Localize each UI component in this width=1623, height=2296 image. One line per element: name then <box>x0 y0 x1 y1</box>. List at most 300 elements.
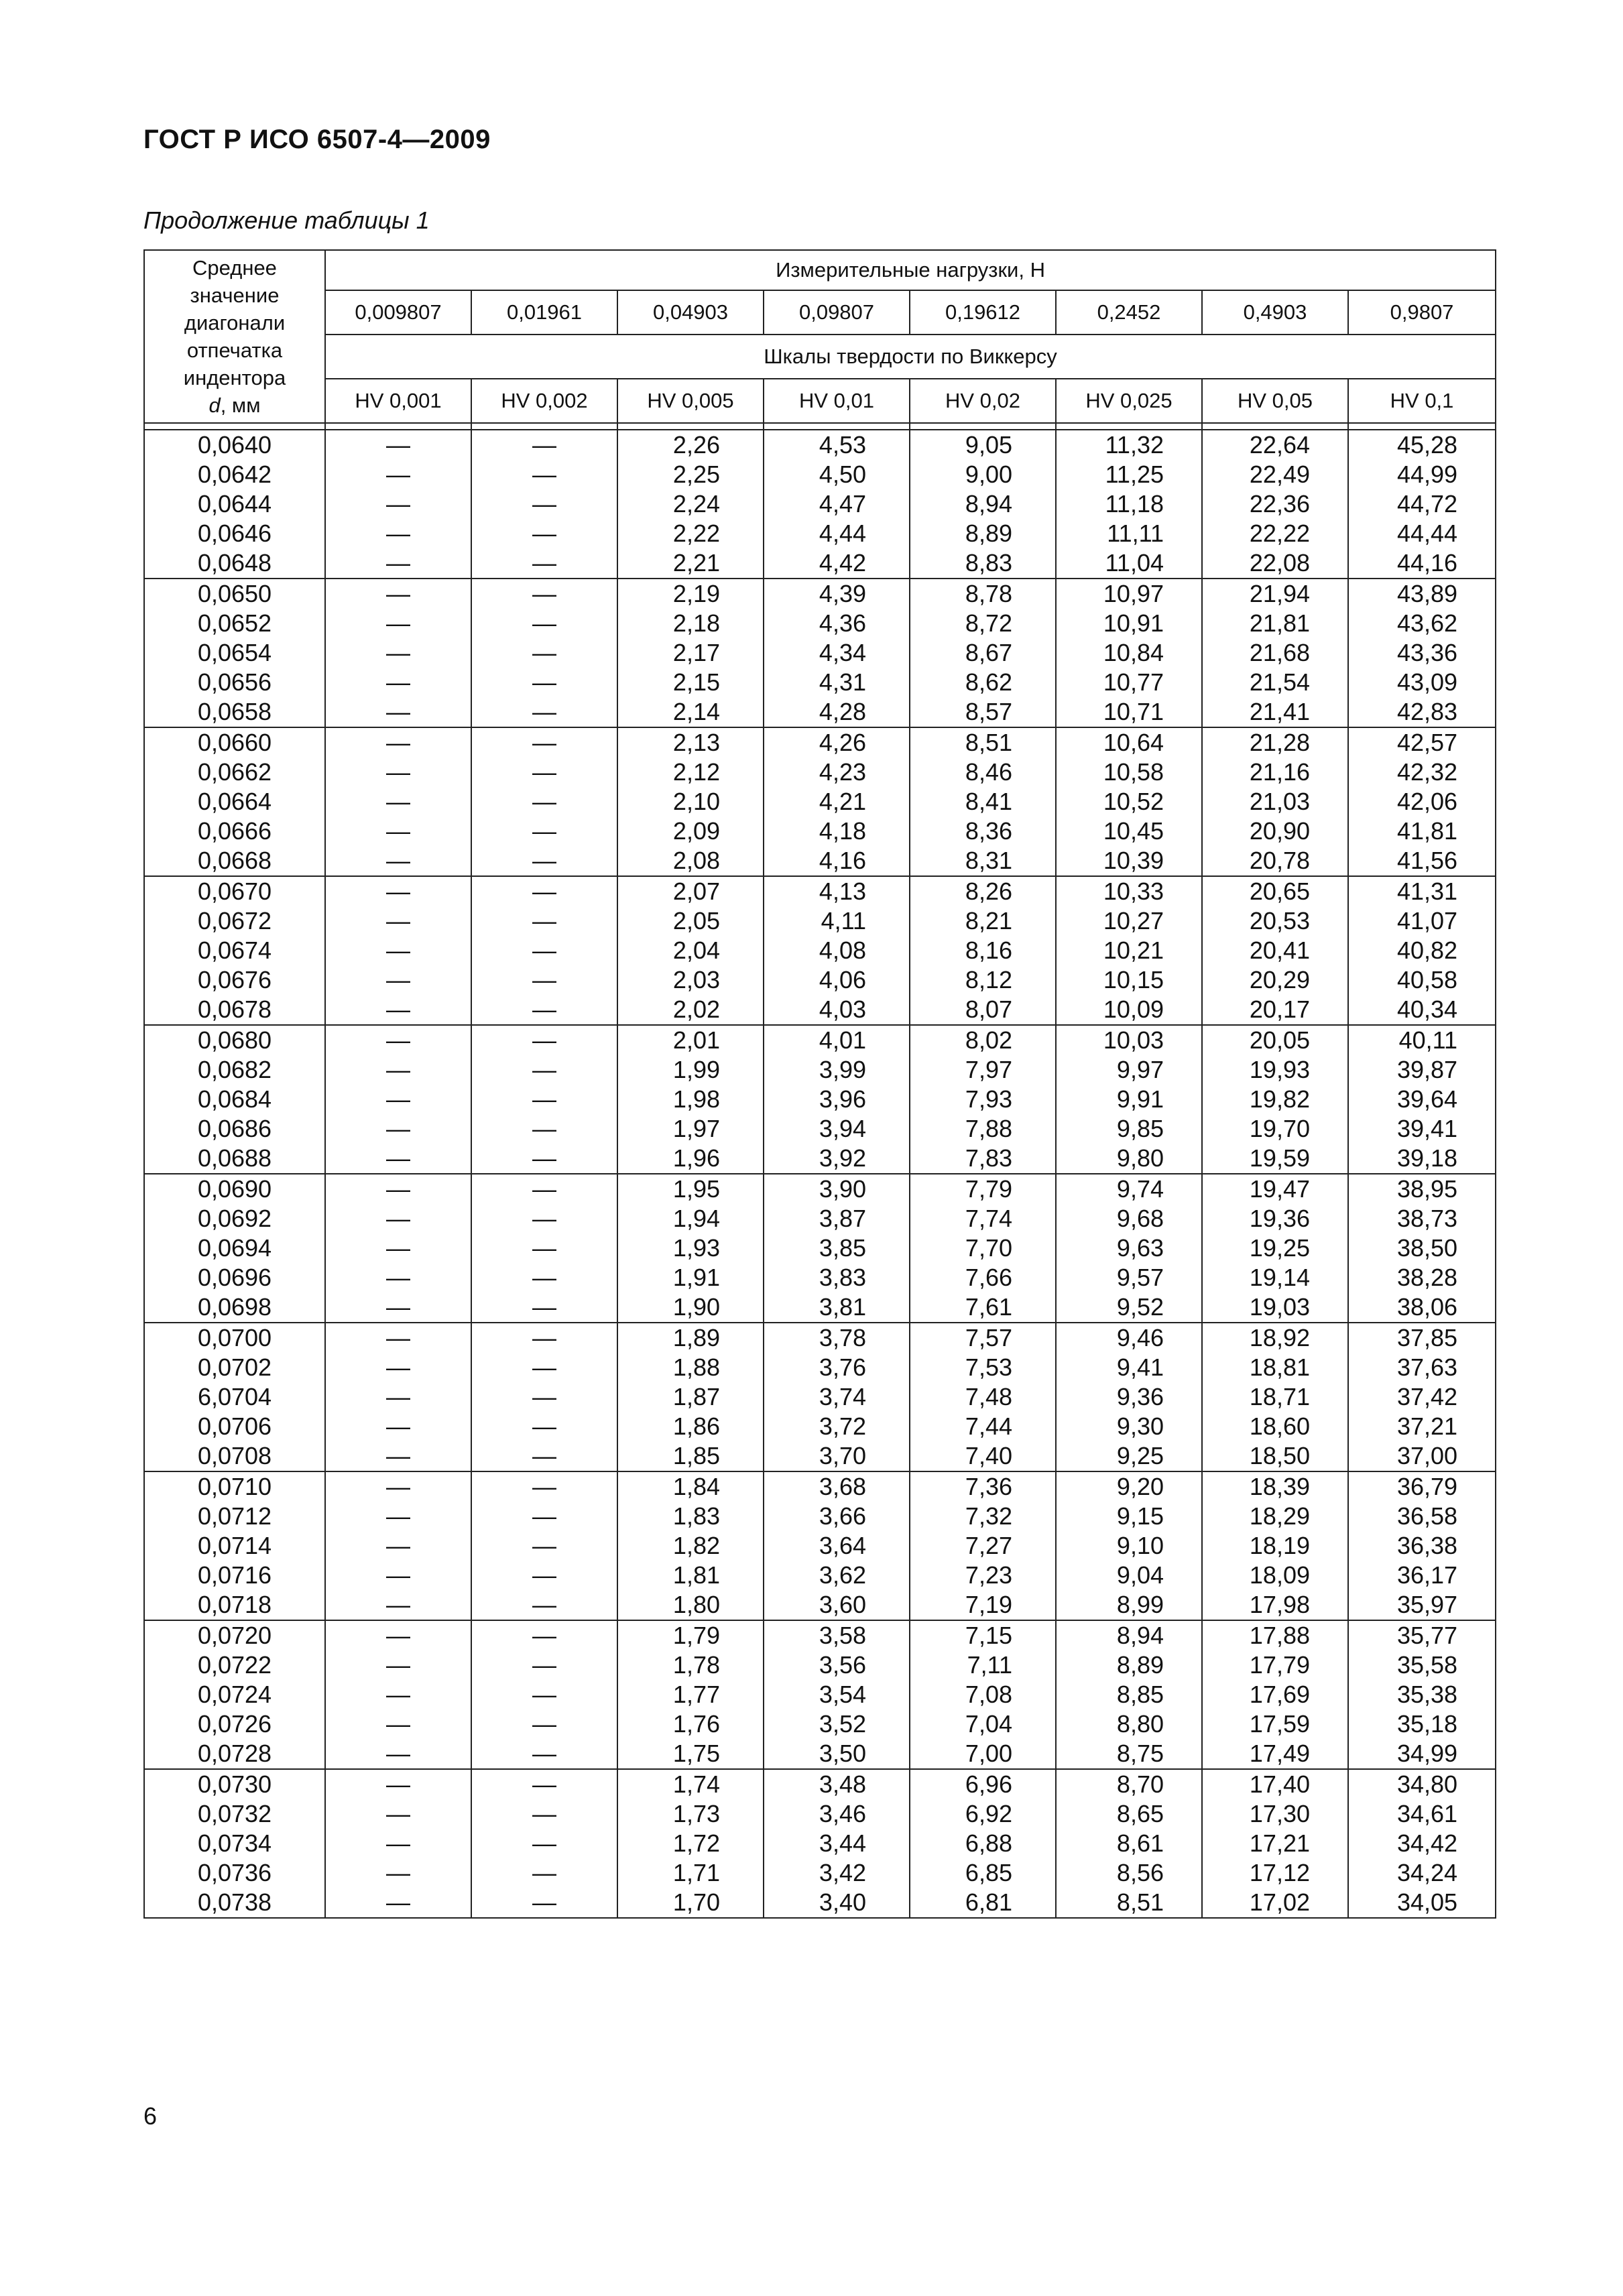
cell-value: 4,21 <box>819 788 866 815</box>
cell-value: 20,78 <box>1249 847 1310 874</box>
cell-value: 36,79 <box>1396 1473 1458 1500</box>
cell-value: 3,74 <box>819 1383 866 1410</box>
cell-value: — <box>532 1561 556 1589</box>
cell-value: 4,28 <box>819 698 866 725</box>
table-row-group <box>144 1323 1496 1471</box>
cell-value: — <box>532 1324 556 1351</box>
cell-value: 3,58 <box>819 1622 866 1649</box>
cell-value: 8,67 <box>965 639 1012 666</box>
cell-value: 0,0696 <box>197 1264 272 1291</box>
cell-value: 3,87 <box>819 1205 866 1232</box>
cell-value: — <box>386 1532 410 1559</box>
cell-value: 9,57 <box>1116 1264 1164 1291</box>
cell-value: 20,17 <box>1249 995 1310 1023</box>
cell-value: — <box>386 966 410 993</box>
cell-value: 4,13 <box>819 878 866 905</box>
table-cell <box>1348 1620 1496 1769</box>
cell-value: 21,68 <box>1249 639 1310 666</box>
cell-value: — <box>532 1264 556 1291</box>
table-cell <box>1348 1323 1496 1471</box>
table-row-group <box>144 430 1496 579</box>
cell-value: 7,88 <box>965 1115 1012 1142</box>
cell-value: 3,60 <box>819 1591 866 1618</box>
table-row-group <box>144 727 1496 876</box>
diagonal-header-line: значение <box>190 284 280 307</box>
scales-row <box>144 379 1496 423</box>
diagonal-header <box>144 250 325 423</box>
cell-value: — <box>532 1502 556 1530</box>
table-cell <box>1056 579 1202 727</box>
table-row-group <box>144 1471 1496 1620</box>
cell-value: 8,78 <box>965 580 1012 607</box>
cell-value: 3,90 <box>819 1175 866 1203</box>
cell-value: 0,0720 <box>197 1622 272 1649</box>
table-cell <box>910 1471 1056 1620</box>
cell-value: 1,73 <box>672 1800 720 1827</box>
cell-value: 0,0718 <box>197 1591 272 1618</box>
table-cell <box>144 579 325 727</box>
cell-value: 8,62 <box>965 668 1012 696</box>
cell-value: — <box>386 1473 410 1500</box>
cell-value: 44,99 <box>1396 461 1458 488</box>
cell-value: 10,21 <box>1103 936 1164 964</box>
table-cell <box>144 1620 325 1769</box>
cell-value: 22,64 <box>1249 431 1310 459</box>
cell-value: 10,39 <box>1103 847 1164 874</box>
cell-value: 11,11 <box>1107 520 1164 547</box>
scale-header-cell: HV 0,002 <box>471 379 617 423</box>
cell-value: — <box>532 1622 556 1649</box>
cell-value: 17,30 <box>1249 1800 1310 1827</box>
table-cell <box>617 1769 764 1918</box>
cell-value: 0,0646 <box>197 520 272 547</box>
table-cell <box>471 1620 617 1769</box>
table-cell <box>1202 1620 1348 1769</box>
hardness-table <box>143 249 1496 1919</box>
cell-value: 8,61 <box>1116 1829 1164 1857</box>
cell-value: 35,77 <box>1396 1622 1458 1649</box>
cell-value: 2,22 <box>672 520 720 547</box>
cell-value: 8,65 <box>1116 1800 1164 1827</box>
table-cell <box>325 1174 471 1323</box>
load-header-cell: 0,09807 <box>764 290 910 335</box>
cell-value: 1,72 <box>672 1829 720 1857</box>
cell-value: 7,61 <box>965 1293 1012 1321</box>
cell-value: 4,36 <box>819 609 866 637</box>
table-cell <box>910 1025 1056 1174</box>
table-cell <box>1348 1174 1496 1323</box>
table-cell <box>617 430 764 579</box>
cell-value: — <box>386 758 410 786</box>
table-cell <box>764 1323 910 1471</box>
cell-value: 19,59 <box>1249 1144 1310 1172</box>
cell-value: 39,41 <box>1396 1115 1458 1142</box>
table-cell <box>617 1620 764 1769</box>
cell-value: 8,94 <box>1116 1622 1164 1649</box>
cell-value: — <box>386 1324 410 1351</box>
cell-value: 7,97 <box>965 1056 1012 1083</box>
cell-value: — <box>386 1293 410 1321</box>
table-cell <box>325 1769 471 1918</box>
cell-value: 17,02 <box>1249 1888 1310 1916</box>
table-cell <box>1056 1174 1202 1323</box>
cell-value: 19,70 <box>1249 1115 1310 1142</box>
cell-value: 1,71 <box>672 1859 720 1886</box>
cell-value: 0,0714 <box>197 1532 272 1559</box>
load-header-cell: 0,04903 <box>617 290 764 335</box>
cell-value: 0,0726 <box>197 1710 272 1738</box>
cell-value: 42,57 <box>1396 729 1458 756</box>
cell-value: 10,97 <box>1103 580 1164 607</box>
cell-value: 7,27 <box>965 1532 1012 1559</box>
table-cell <box>764 1769 910 1918</box>
cell-value: 1,98 <box>672 1085 720 1113</box>
table-cell <box>144 1769 325 1918</box>
cell-value: — <box>532 698 556 725</box>
cell-value: — <box>386 1622 410 1649</box>
cell-value: 7,70 <box>965 1234 1012 1262</box>
cell-value: — <box>532 1234 556 1262</box>
cell-value: 1,81 <box>672 1561 720 1589</box>
cell-value: 20,53 <box>1249 907 1310 934</box>
cell-value: — <box>532 907 556 934</box>
cell-value: — <box>386 461 410 488</box>
cell-value: 0,0694 <box>197 1234 272 1262</box>
load-header-cell: 0,9807 <box>1348 290 1496 335</box>
table-cell <box>471 1471 617 1620</box>
table-cell <box>144 1471 325 1620</box>
cell-value: — <box>532 1859 556 1886</box>
cell-value: 1,79 <box>672 1622 720 1649</box>
cell-value: — <box>386 1651 410 1679</box>
cell-value: 4,26 <box>819 729 866 756</box>
table-cell <box>1202 876 1348 1025</box>
cell-value: 19,47 <box>1249 1175 1310 1203</box>
scale-header-cell: HV 0,05 <box>1202 379 1348 423</box>
cell-value: — <box>532 668 556 696</box>
cell-value: 3,40 <box>819 1888 866 1916</box>
table-cell <box>471 579 617 727</box>
cell-value: 3,46 <box>819 1800 866 1827</box>
cell-value: — <box>386 1353 410 1381</box>
cell-value: 43,62 <box>1396 609 1458 637</box>
scales-header: Шкалы твердости по Виккерсу <box>325 335 1496 379</box>
cell-value: 10,77 <box>1103 668 1164 696</box>
cell-value: 17,59 <box>1249 1710 1310 1738</box>
cell-value: — <box>532 1293 556 1321</box>
table-cell <box>471 1174 617 1323</box>
cell-value: 4,18 <box>819 817 866 845</box>
cell-value: 2,13 <box>672 729 720 756</box>
cell-value: — <box>532 1800 556 1827</box>
cell-value: 9,05 <box>965 431 1012 459</box>
cell-value: 0,0700 <box>197 1324 272 1351</box>
cell-value: 0,0668 <box>197 847 272 874</box>
cell-value: 19,93 <box>1249 1056 1310 1083</box>
diagonal-header-line: d, мм <box>208 394 261 417</box>
cell-value: 22,08 <box>1249 549 1310 577</box>
cell-value: 36,38 <box>1396 1532 1458 1559</box>
table-cell <box>617 579 764 727</box>
table-cell <box>325 727 471 876</box>
table-cell <box>1348 1471 1496 1620</box>
cell-value: 1,77 <box>672 1681 720 1708</box>
cell-value: 2,15 <box>672 668 720 696</box>
cell-value: 0,0644 <box>197 490 272 518</box>
table-cell <box>325 579 471 727</box>
cell-value: 4,47 <box>819 490 866 518</box>
cell-value: 9,20 <box>1116 1473 1164 1500</box>
cell-value: 41,31 <box>1396 878 1458 905</box>
table-cell <box>617 876 764 1025</box>
table-cell <box>1348 876 1496 1025</box>
cell-value: 9,04 <box>1116 1561 1164 1589</box>
cell-value: 9,52 <box>1116 1293 1164 1321</box>
cell-value: 0,0708 <box>197 1442 272 1469</box>
cell-value: 20,29 <box>1249 966 1310 993</box>
cell-value: 4,53 <box>819 431 866 459</box>
cell-value: 18,29 <box>1249 1502 1310 1530</box>
cell-value: 8,26 <box>965 878 1012 905</box>
table-row-group <box>144 1620 1496 1769</box>
cell-value: 7,23 <box>965 1561 1012 1589</box>
cell-value: 9,74 <box>1116 1175 1164 1203</box>
cell-value: 4,06 <box>819 966 866 993</box>
cell-value: 1,95 <box>672 1175 720 1203</box>
table-cell <box>910 1174 1056 1323</box>
diagonal-header-line: Среднее <box>192 256 277 280</box>
cell-value: 0,0678 <box>197 995 272 1023</box>
cell-value: 0,0664 <box>197 788 272 815</box>
cell-value: 1,87 <box>672 1383 720 1410</box>
cell-value: — <box>532 1591 556 1618</box>
cell-value: — <box>532 461 556 488</box>
table-cell <box>325 430 471 579</box>
cell-value: 3,72 <box>819 1412 866 1440</box>
cell-value: 40,34 <box>1396 995 1458 1023</box>
cell-value: 35,18 <box>1396 1710 1458 1738</box>
cell-value: — <box>532 1383 556 1410</box>
table-cell <box>144 727 325 876</box>
cell-value: 2,02 <box>672 995 720 1023</box>
cell-value: 35,97 <box>1396 1591 1458 1618</box>
table-cell <box>764 1471 910 1620</box>
cell-value: 9,97 <box>1116 1056 1164 1083</box>
cell-value: 9,15 <box>1116 1502 1164 1530</box>
cell-value: — <box>386 1800 410 1827</box>
cell-value: 18,50 <box>1249 1442 1310 1469</box>
cell-value: 0,0732 <box>197 1800 272 1827</box>
diagonal-header-line: индентора <box>183 366 286 389</box>
cell-value: 35,58 <box>1396 1651 1458 1679</box>
cell-value: 0,0684 <box>197 1085 272 1113</box>
cell-value: — <box>386 995 410 1023</box>
table-cell <box>144 430 325 579</box>
cell-value: 3,85 <box>819 1234 866 1262</box>
cell-value: 10,84 <box>1103 639 1164 666</box>
table-cell <box>325 1620 471 1769</box>
cell-value: — <box>386 1740 410 1767</box>
cell-value: — <box>386 936 410 964</box>
cell-value: — <box>532 1026 556 1054</box>
cell-value: 0,0642 <box>197 461 272 488</box>
cell-value: 41,56 <box>1396 847 1458 874</box>
cell-value: 0,0706 <box>197 1412 272 1440</box>
cell-value: 0,0722 <box>197 1651 272 1679</box>
table-cell <box>910 876 1056 1025</box>
cell-value: 9,91 <box>1116 1085 1164 1113</box>
cell-value: 1,82 <box>672 1532 720 1559</box>
cell-value: 1,86 <box>672 1412 720 1440</box>
cell-value: 7,32 <box>965 1502 1012 1530</box>
cell-value: 1,76 <box>672 1710 720 1738</box>
cell-value: 0,0656 <box>197 668 272 696</box>
cell-value: 10,09 <box>1103 995 1164 1023</box>
cell-value: 17,49 <box>1249 1740 1310 1767</box>
cell-value: — <box>532 1710 556 1738</box>
cell-value: 4,03 <box>819 995 866 1023</box>
cell-value: 8,57 <box>965 698 1012 725</box>
cell-value: — <box>532 431 556 459</box>
cell-value: 0,0686 <box>197 1115 272 1142</box>
cell-value: 38,50 <box>1396 1234 1458 1262</box>
cell-value: 7,19 <box>965 1591 1012 1618</box>
cell-value: — <box>532 878 556 905</box>
cell-value: — <box>386 580 410 607</box>
cell-value: — <box>386 609 410 637</box>
cell-value: 0,0710 <box>197 1473 272 1500</box>
cell-value: 2,26 <box>672 431 720 459</box>
cell-value: 8,21 <box>965 907 1012 934</box>
cell-value: 4,23 <box>819 758 866 786</box>
cell-value: 18,39 <box>1249 1473 1310 1500</box>
cell-value: — <box>386 431 410 459</box>
cell-value: 8,51 <box>965 729 1012 756</box>
cell-value: 37,85 <box>1396 1324 1458 1351</box>
cell-value: — <box>386 549 410 577</box>
cell-value: 10,91 <box>1103 609 1164 637</box>
cell-value: 2,08 <box>672 847 720 874</box>
cell-value: 21,54 <box>1249 668 1310 696</box>
cell-value: 7,08 <box>965 1681 1012 1708</box>
cell-value: 2,04 <box>672 936 720 964</box>
table-cell <box>1202 1025 1348 1174</box>
cell-value: 18,92 <box>1249 1324 1310 1351</box>
cell-value: 6,81 <box>965 1888 1012 1916</box>
table-cell <box>1056 430 1202 579</box>
table-cell <box>910 1323 1056 1471</box>
load-header-cell: 0,009807 <box>325 290 471 335</box>
cell-value: 43,09 <box>1396 668 1458 696</box>
cell-value: 0,0692 <box>197 1205 272 1232</box>
cell-value: 0,0724 <box>197 1681 272 1708</box>
cell-value: 6,96 <box>965 1770 1012 1798</box>
cell-value: 0,0640 <box>197 431 272 459</box>
cell-value: 3,62 <box>819 1561 866 1589</box>
cell-value: 44,16 <box>1396 549 1458 577</box>
cell-value: — <box>532 1651 556 1679</box>
load-header-cell: 0,19612 <box>910 290 1056 335</box>
table-cell <box>617 1174 764 1323</box>
cell-value: — <box>532 1056 556 1083</box>
cell-value: — <box>386 1175 410 1203</box>
cell-value: — <box>386 1442 410 1469</box>
cell-value: 4,44 <box>819 520 866 547</box>
cell-value: 9,68 <box>1116 1205 1164 1232</box>
cell-value: 7,04 <box>965 1710 1012 1738</box>
cell-value: 19,36 <box>1249 1205 1310 1232</box>
cell-value: 8,41 <box>965 788 1012 815</box>
cell-value: — <box>532 520 556 547</box>
cell-value: 1,78 <box>672 1651 720 1679</box>
cell-value: — <box>386 1383 410 1410</box>
cell-value: 0,0654 <box>197 639 272 666</box>
cell-value: 44,72 <box>1396 490 1458 518</box>
table-cell <box>1202 1471 1348 1620</box>
cell-value: 1,74 <box>672 1770 720 1798</box>
table-cell <box>144 1025 325 1174</box>
cell-value: 3,92 <box>819 1144 866 1172</box>
cell-value: 17,88 <box>1249 1622 1310 1649</box>
table-cell <box>617 727 764 876</box>
table-cell <box>764 1174 910 1323</box>
cell-value: 38,06 <box>1396 1293 1458 1321</box>
cell-value: 8,07 <box>965 995 1012 1023</box>
cell-value: 0,0730 <box>197 1770 272 1798</box>
cell-value: 39,18 <box>1396 1144 1458 1172</box>
cell-value: — <box>386 490 410 518</box>
cell-value: 10,52 <box>1103 788 1164 815</box>
table-cell <box>325 1471 471 1620</box>
cell-value: 1,96 <box>672 1144 720 1172</box>
cell-value: 9,25 <box>1116 1442 1164 1469</box>
cell-value: — <box>386 788 410 815</box>
cell-value: 0,0702 <box>197 1353 272 1381</box>
cell-value: 4,11 <box>821 907 866 934</box>
cell-value: 11,25 <box>1105 461 1164 488</box>
table-cell <box>1202 1323 1348 1471</box>
cell-value: 11,18 <box>1105 490 1164 518</box>
cell-value: 9,80 <box>1116 1144 1164 1172</box>
cell-value: 34,24 <box>1396 1859 1458 1886</box>
cell-value: 8,12 <box>965 966 1012 993</box>
cell-value: 34,42 <box>1396 1829 1458 1857</box>
table-row-group <box>144 876 1496 1025</box>
cell-value: — <box>386 1412 410 1440</box>
cell-value: 0,0736 <box>197 1859 272 1886</box>
cell-value: 0,0662 <box>197 758 272 786</box>
cell-value: 0,0650 <box>197 580 272 607</box>
cell-value: 18,19 <box>1249 1532 1310 1559</box>
table-cell <box>1202 727 1348 876</box>
cell-value: 20,05 <box>1249 1026 1310 1054</box>
cell-value: 3,44 <box>819 1829 866 1857</box>
cell-value: — <box>532 1473 556 1500</box>
cell-value: — <box>386 1829 410 1857</box>
cell-value: — <box>532 1144 556 1172</box>
cell-value: — <box>386 1502 410 1530</box>
cell-value: 10,45 <box>1103 817 1164 845</box>
cell-value: 3,70 <box>819 1442 866 1469</box>
cell-value: — <box>386 1234 410 1262</box>
cell-value: 22,36 <box>1249 490 1310 518</box>
diagonal-header-line: отпечатка <box>186 339 283 362</box>
scale-header-cell: HV 0,001 <box>325 379 471 423</box>
cell-value: 7,53 <box>965 1353 1012 1381</box>
cell-value: 0,0690 <box>197 1175 272 1203</box>
table-cell <box>910 727 1056 876</box>
cell-value: 21,41 <box>1249 698 1310 725</box>
